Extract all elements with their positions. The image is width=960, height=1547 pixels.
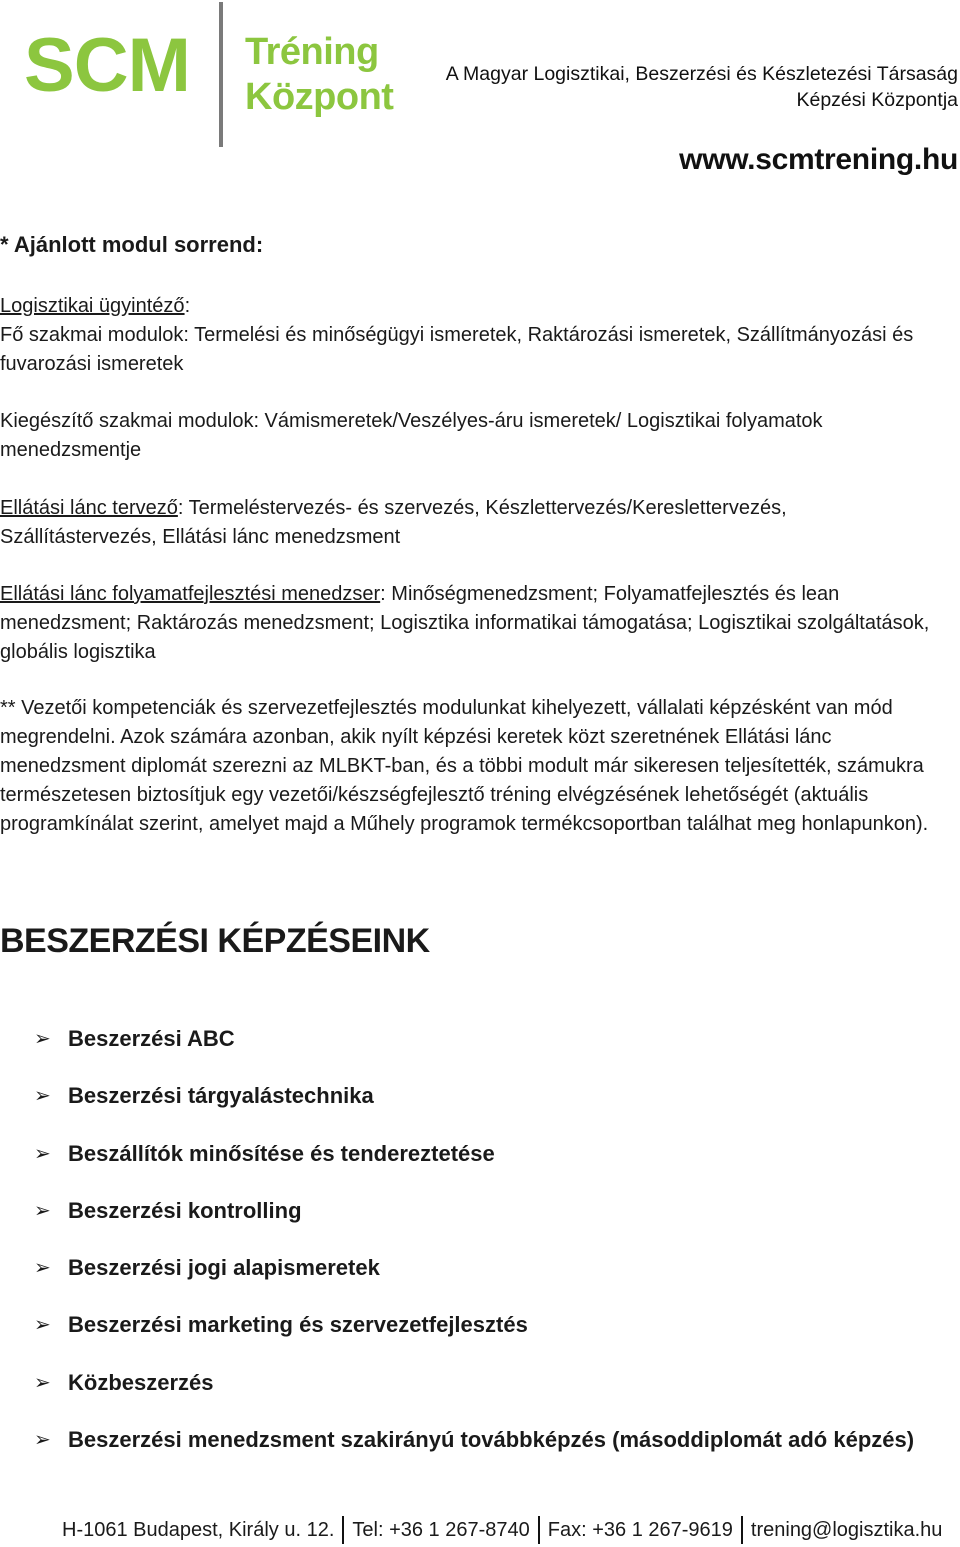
arrow-bullet-icon: ➢ bbox=[34, 1429, 51, 1452]
list-item bbox=[34, 1197, 914, 1254]
scm-logo bbox=[24, 0, 424, 150]
list-item bbox=[34, 1254, 914, 1311]
footer-email[interactable]: trening@logisztika.hu bbox=[750, 1519, 943, 1541]
para-line: menedzsment; Raktározás menedzsment; Logisztika informatikai támogatása; Logisztikai szolgáltatások, bbox=[0, 612, 930, 634]
footer-phone[interactable]: Tel: +36 1 267-8740 bbox=[352, 1519, 530, 1541]
list-item bbox=[34, 1140, 914, 1197]
arrow-bullet-icon: ➢ bbox=[34, 1257, 51, 1280]
para-line: Kiegészítő szakmai modulok: Vámismeretek/Veszélyes-áru ismeretek/ Logisztikai folyamatok bbox=[0, 410, 823, 432]
para-line bbox=[0, 292, 958, 321]
para-text: : Minőségmenedzsment; Folyamatfejlesztés és lean bbox=[380, 583, 840, 605]
website-link[interactable]: www.scmtrening.hu bbox=[679, 143, 958, 176]
paragraph-kiegeszito bbox=[0, 407, 958, 465]
paragraph-logisztikai-ugyintezo bbox=[0, 292, 958, 379]
logo-word-trening: Tréning bbox=[245, 31, 379, 73]
course-title: Beszerzési marketing és szervezetfejlesztés bbox=[68, 1312, 528, 1338]
arrow-bullet-icon: ➢ bbox=[34, 1142, 51, 1165]
list-item bbox=[34, 1025, 914, 1082]
logo-divider bbox=[219, 2, 223, 147]
footer-divider bbox=[538, 1516, 540, 1544]
para-line: Fő szakmai modulok: Termelési és minőségügyi ismeretek, Raktározási ismeretek, Szállítmányozási és bbox=[0, 324, 914, 346]
para-line: természetesen biztosítjuk egy vezetői/készségfejlesztő tréning elvégzésének lehetőségét (aktuális bbox=[0, 784, 869, 806]
para-line bbox=[0, 580, 958, 609]
para-text: : Termeléstervezés- és szervezés, Készlettervezés/Kereslettervezés, bbox=[177, 497, 787, 519]
paragraph-folyamatfejlesztesi-menedzser bbox=[0, 580, 958, 667]
list-item bbox=[34, 1369, 914, 1426]
paragraph-vezetoi-kompetenciak bbox=[0, 694, 958, 839]
course-list bbox=[34, 1025, 914, 1483]
arrow-bullet-icon: ➢ bbox=[34, 1314, 51, 1337]
course-title: Beszerzési ABC bbox=[68, 1026, 235, 1051]
para-line: fuvarozási ismeretek bbox=[0, 353, 184, 375]
logo-scm-text: SCM bbox=[24, 23, 190, 108]
footer-divider bbox=[342, 1516, 344, 1544]
para-line: globális logisztika bbox=[0, 641, 156, 663]
course-title: Beszerzési tárgyalástechnika bbox=[68, 1083, 374, 1109]
footer-fax: Fax: +36 1 267-9619 bbox=[547, 1519, 733, 1541]
para-line: megrendelni. Azok számára azonban, akik nyílt képzési keretek közt szeretnének Ellátási lánc bbox=[0, 726, 832, 748]
footer-contact bbox=[62, 1516, 942, 1544]
footer-divider bbox=[741, 1516, 743, 1544]
course-title: Beszerzési kontrolling bbox=[68, 1197, 302, 1223]
para-line: menedzsmentje bbox=[0, 439, 142, 461]
course-title: Beszerzési jogi alapismeretek bbox=[68, 1255, 380, 1281]
para-line: ** Vezetői kompetenciák és szervezetfejlesztés modulunkat kihelyezett, vállalati képzésként van mód bbox=[0, 697, 893, 719]
para-line: menedzsment diplomát szerezni az MLBKT-ban, és a többi modult már sikeresen teljesítették, számukra bbox=[0, 755, 924, 777]
arrow-bullet-icon: ➢ bbox=[34, 1371, 51, 1394]
para-line: programkínálat szerint, amelyet majd a Műhely programok termékcsoportban találhat meg honlapunkon). bbox=[0, 813, 929, 835]
course-title: Beszállítók minősítése és tendereztetése bbox=[68, 1140, 495, 1166]
role-title: Logisztikai ügyintéző bbox=[0, 295, 185, 317]
arrow-bullet-icon: ➢ bbox=[34, 1085, 51, 1108]
list-item bbox=[34, 1311, 914, 1368]
para-line bbox=[0, 494, 958, 523]
org-line-2: Képzési Központja bbox=[796, 89, 958, 111]
role-title: Ellátási lánc tervező bbox=[0, 497, 178, 519]
list-item bbox=[34, 1426, 914, 1483]
section-heading: * Ajánlott modul sorrend: bbox=[0, 232, 264, 257]
courses-heading: BESZERZÉSI KÉPZÉSEINK bbox=[0, 922, 430, 960]
arrow-bullet-icon: ➢ bbox=[34, 1199, 51, 1222]
course-title: Beszerzési menedzsment szakirányú továbbképzés (másoddiplomát adó képzés) bbox=[68, 1427, 915, 1453]
para-line: Szállítástervezés, Ellátási lánc menedzsment bbox=[0, 526, 401, 548]
paragraph-ellatasi-lanc-tervezo bbox=[0, 494, 958, 552]
course-title: Közbeszerzés bbox=[68, 1369, 214, 1395]
organization-name bbox=[446, 61, 958, 113]
org-line-1: A Magyar Logisztikai, Beszerzési és Készletezési Társaság bbox=[445, 63, 958, 85]
role-title: Ellátási lánc folyamatfejlesztési menedzser bbox=[0, 583, 381, 605]
footer-address: H-1061 Budapest, Király u. 12. bbox=[62, 1519, 335, 1541]
list-item bbox=[34, 1082, 914, 1139]
logo-word-kozpont: Központ bbox=[245, 76, 394, 118]
colon: : bbox=[184, 295, 191, 317]
arrow-bullet-icon: ➢ bbox=[34, 1028, 51, 1050]
